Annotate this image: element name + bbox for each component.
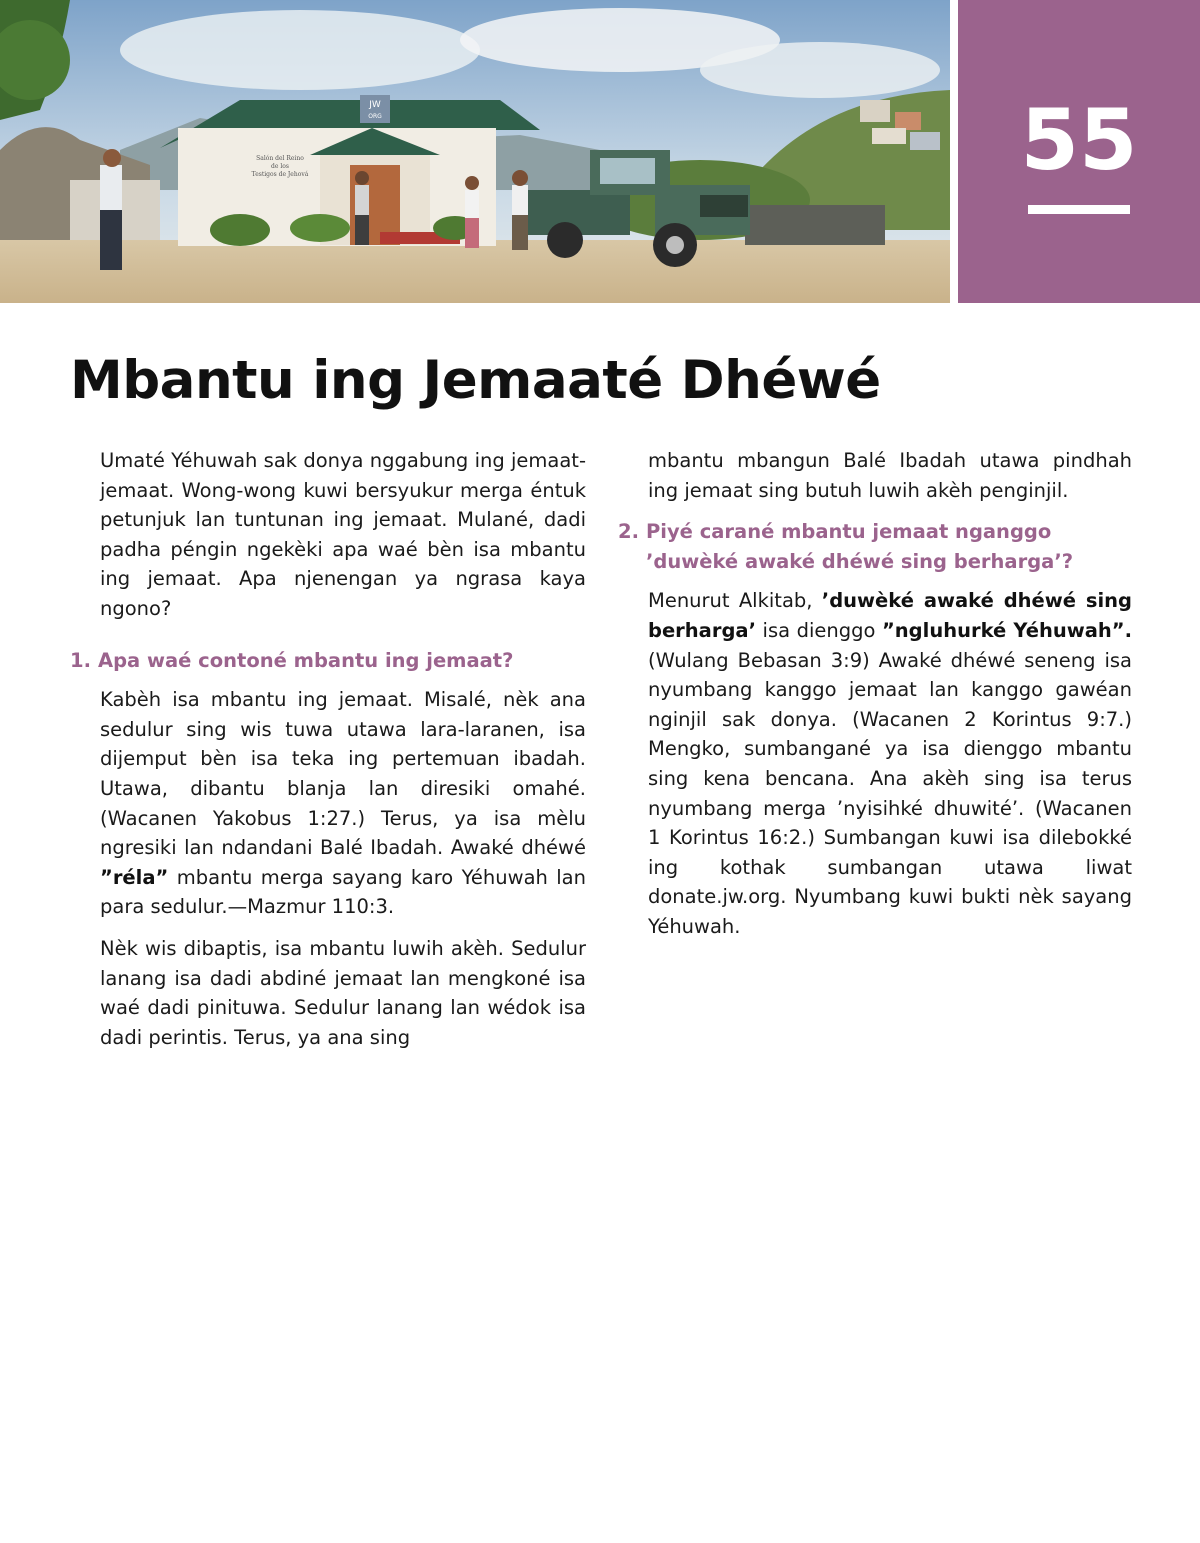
- lesson-number: 55: [1020, 91, 1138, 189]
- paragraph-1-bold: ”réla”: [100, 865, 169, 889]
- paragraph-2-continued: mbantu mbangun Balé Ibadah utawa pindhah ing jemaat sing butuh luwih akèh penginjil.: [648, 449, 1132, 502]
- question-2-number: 2.: [618, 520, 639, 544]
- jw-logo-text: JW: [369, 100, 381, 110]
- question-1-text: Apa waé contoné mbantu ing jemaat?: [98, 648, 514, 672]
- paragraph-3: [648, 586, 1132, 941]
- question-1-number: 1.: [70, 648, 91, 672]
- left-column: [70, 446, 586, 1064]
- kingdom-hall-scene: [0, 0, 950, 303]
- hall-sign-line2: de los: [271, 163, 289, 170]
- paragraph-2: Nèk wis dibaptis, isa mbantu luwih akèh. Sedulur lanang isa dadi abdiné jemaat lan mengkoné isa waé dadi pinituwa. Sedulur lanang lan wédok isa dadi perintis. Terus, ya ana sing: [100, 936, 586, 1049]
- hero-illustration: [0, 0, 950, 303]
- lesson-number-box: [958, 0, 1200, 303]
- hall-sign-line1: Salón del Reino: [256, 155, 304, 162]
- paragraph-3-bold-1: ’duwèké awaké dhéwé sing berharga’: [648, 589, 1132, 642]
- paragraph-1: [100, 685, 586, 922]
- paragraph-3-text-b: isa dienggo: [755, 618, 882, 642]
- paragraph-3-text-c: (Wulang Bebasan 3:9) Awaké dhéwé seneng isa nyumbang kanggo jemaat lan kanggo gawéan nginjil sak donya. (Wacanen 2 Korintus 9:7.) Mengko, sumbangané ya isa dienggo mbantu sing kena bencana. Ana akèh sing isa terus nyumbang merga ’nyisihké dhuwité’. (Wacanen 1 Korintus 16:2.) Sumbangan kuwi isa dilebokké ing kothak sumbangan utawa liwat donate.jw.org. Nyumbang kuwi bukti nèk sayang Yéhuwah.: [648, 648, 1132, 938]
- paragraph-3-bold-2: ”ngluhurké Yéhuwah”.: [881, 618, 1132, 642]
- paragraph-1-text-b: mbantu merga sayang karo Yéhuwah lan para sedulur.—Mazmur 110:3.: [100, 865, 586, 919]
- question-2-text: Piyé carané mbantu jemaat nganggo ’duwèké awaké dhéwé sing berharga’?: [646, 520, 1074, 573]
- right-column: [618, 446, 1132, 954]
- intro-paragraph: Umaté Yéhuwah sak donya nggabung ing jemaat-jemaat. Wong-wong kuwi bersyukur merga éntuk petunjuk lan tuntunan ing jemaat. Mulané, dadi padha péngin ngekèki apa waé bèn isa mbantu ing jemaat. Apa njenengan ya ngrasa kaya ngono?: [100, 449, 586, 620]
- question-2: [618, 517, 1132, 576]
- lesson-number-underline: [1028, 205, 1130, 214]
- paragraph-1-text-a: Kabèh isa mbantu ing jemaat. Misalé, nèk ana sedulur sing wis tuwa utawa lara-laranen, isa dijemput bèn isa teka ing pertemuan ibadah. Utawa, dibantu blanja lan diresiki omahé. (Wacanen Yakobus 1:27.) Terus, ya isa mèlu ngresiki lan ndandani Balé Ibadah. Awaké dhéwé: [100, 688, 586, 860]
- page-title: Mbantu ing Jemaaté Dhéwé: [70, 350, 881, 411]
- org-logo-text: ORG: [368, 113, 382, 120]
- paragraph-3-text-a: Menurut Alkitab,: [648, 589, 822, 613]
- hall-sign-line3: Testigos de Jehová: [251, 171, 309, 178]
- question-1: [70, 646, 586, 676]
